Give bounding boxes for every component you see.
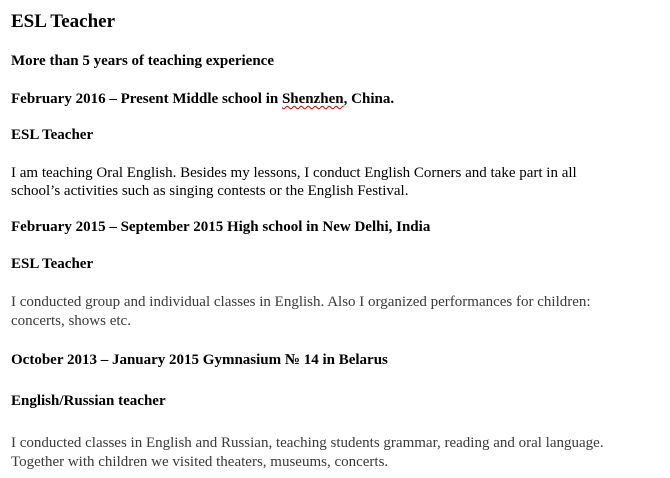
job-1-description-line-2: school’s activities such as singing contests or the English Festival.: [11, 183, 409, 199]
job-1-description-line-1: I am teaching Oral English. Besides my lessons, I conduct English Corners and take part in all: [11, 165, 577, 181]
job-1-location-text: , China.: [343, 91, 395, 107]
document-title: ESL Teacher: [11, 11, 115, 32]
spellcheck-flagged-word[interactable]: Shenzhen: [281, 91, 344, 107]
job-3-description-line-1: I conducted classes in English and Russian, teaching students grammar, reading and oral language.: [11, 435, 604, 451]
job-2-description-line-2: concerts, shows etc.: [11, 313, 131, 329]
job-2-role: ESL Teacher: [11, 256, 94, 272]
job-1-period-place: [11, 90, 394, 108]
job-1-role: ESL Teacher: [11, 127, 94, 143]
job-2-period-place: February 2015 – September 2015 High school in New Delhi, India: [11, 219, 431, 235]
job-1-period-text: February 2016 – Present Middle school in: [11, 91, 282, 107]
experience-summary: More than 5 years of teaching experience: [11, 53, 274, 69]
job-3-role: English/Russian teacher: [11, 393, 166, 409]
job-3-period-place: October 2013 – January 2015 Gymnasium № 14 in Belarus: [11, 352, 388, 368]
job-2-description-line-1: I conducted group and individual classes in English. Also I organized performances for children:: [11, 294, 591, 310]
job-3-description-line-2: Together with children we visited theaters, museums, concerts.: [11, 454, 389, 470]
